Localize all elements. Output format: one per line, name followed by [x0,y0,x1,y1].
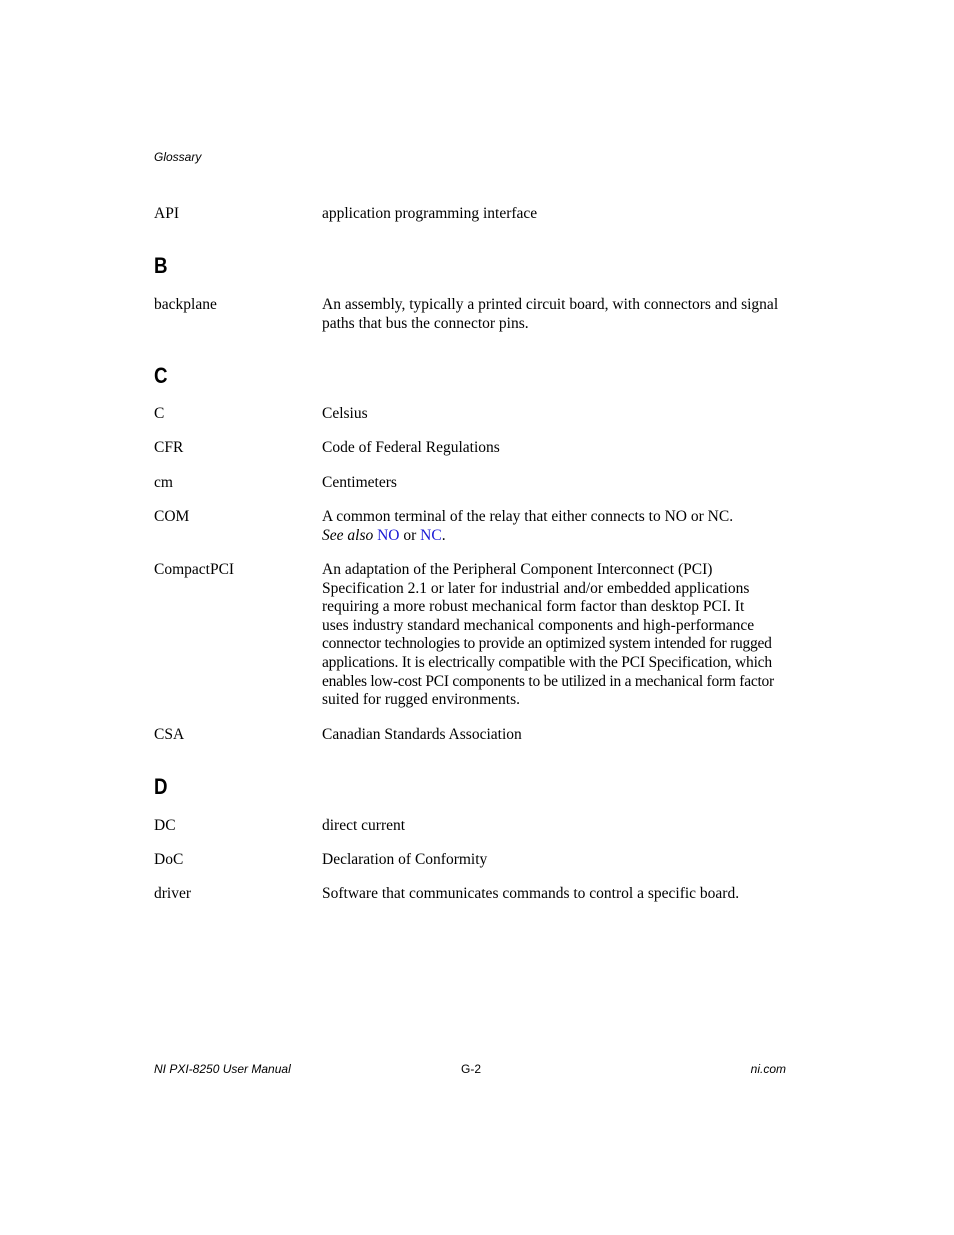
term: CompactPCI [154,561,235,578]
running-head: Glossary [154,150,202,164]
term: cm [154,474,173,491]
definition: Celsius [322,405,368,422]
footer-site: ni.com [750,1062,786,1076]
footer-manual-title: NI PXI-8250 User Manual [154,1062,291,1076]
definition-line: connector technologies to provide an optimized system intended for rugged [322,635,772,653]
term: DC [154,817,176,834]
term: CFR [154,439,184,456]
definition-line: suited for rugged environments. [322,691,521,709]
see-also-line [322,527,788,546]
definition: application programming interface [322,205,538,222]
definition [322,508,788,545]
end-punct: . [441,526,446,544]
definition: Centimeters [322,474,397,491]
term: C [154,405,165,422]
section-letter-c: C [154,363,168,388]
term: COM [154,508,190,525]
definition-line: uses industry standard mechanical components and high-performance [322,616,755,634]
definition-line: Specification 2.1 or later for industrial and/or embedded applications [322,579,750,597]
definition: Code of Federal Regulations [322,439,500,456]
term: CSA [154,726,185,743]
joiner: or [399,526,421,544]
term: API [154,205,179,222]
link-nc[interactable]: NC [420,526,442,544]
term: driver [154,885,192,902]
see-also-label: See also [322,526,374,544]
definition: Software that communicates commands to control a specific board. [322,885,740,902]
link-no[interactable]: NO [377,526,400,544]
definition-line: applications. It is electrically compatible with the PCI Specification, which [322,653,772,671]
definition-line: An adaptation of the Peripheral Component Interconnect (PCI) [322,561,713,578]
term: backplane [154,296,217,313]
definition [322,561,788,710]
term: DoC [154,851,184,868]
definition: direct current [322,817,406,834]
footer-page-number: G-2 [461,1062,482,1076]
definition-line: enables low-cost PCI components to be utilized in a mechanical form factor [322,672,774,690]
definition-line: requiring a more robust mechanical form factor than desktop PCI. It [322,598,745,616]
definition: An assembly, typically a printed circuit board, with connectors and signal paths that bus the connector pins. [322,296,779,332]
definition: Declaration of Conformity [322,851,488,868]
section-letter-b: B [154,253,168,278]
definition-text: A common terminal of the relay that either connects to NO or NC. [322,508,734,525]
section-letter-d: D [154,774,168,799]
definition: Canadian Standards Association [322,726,522,743]
